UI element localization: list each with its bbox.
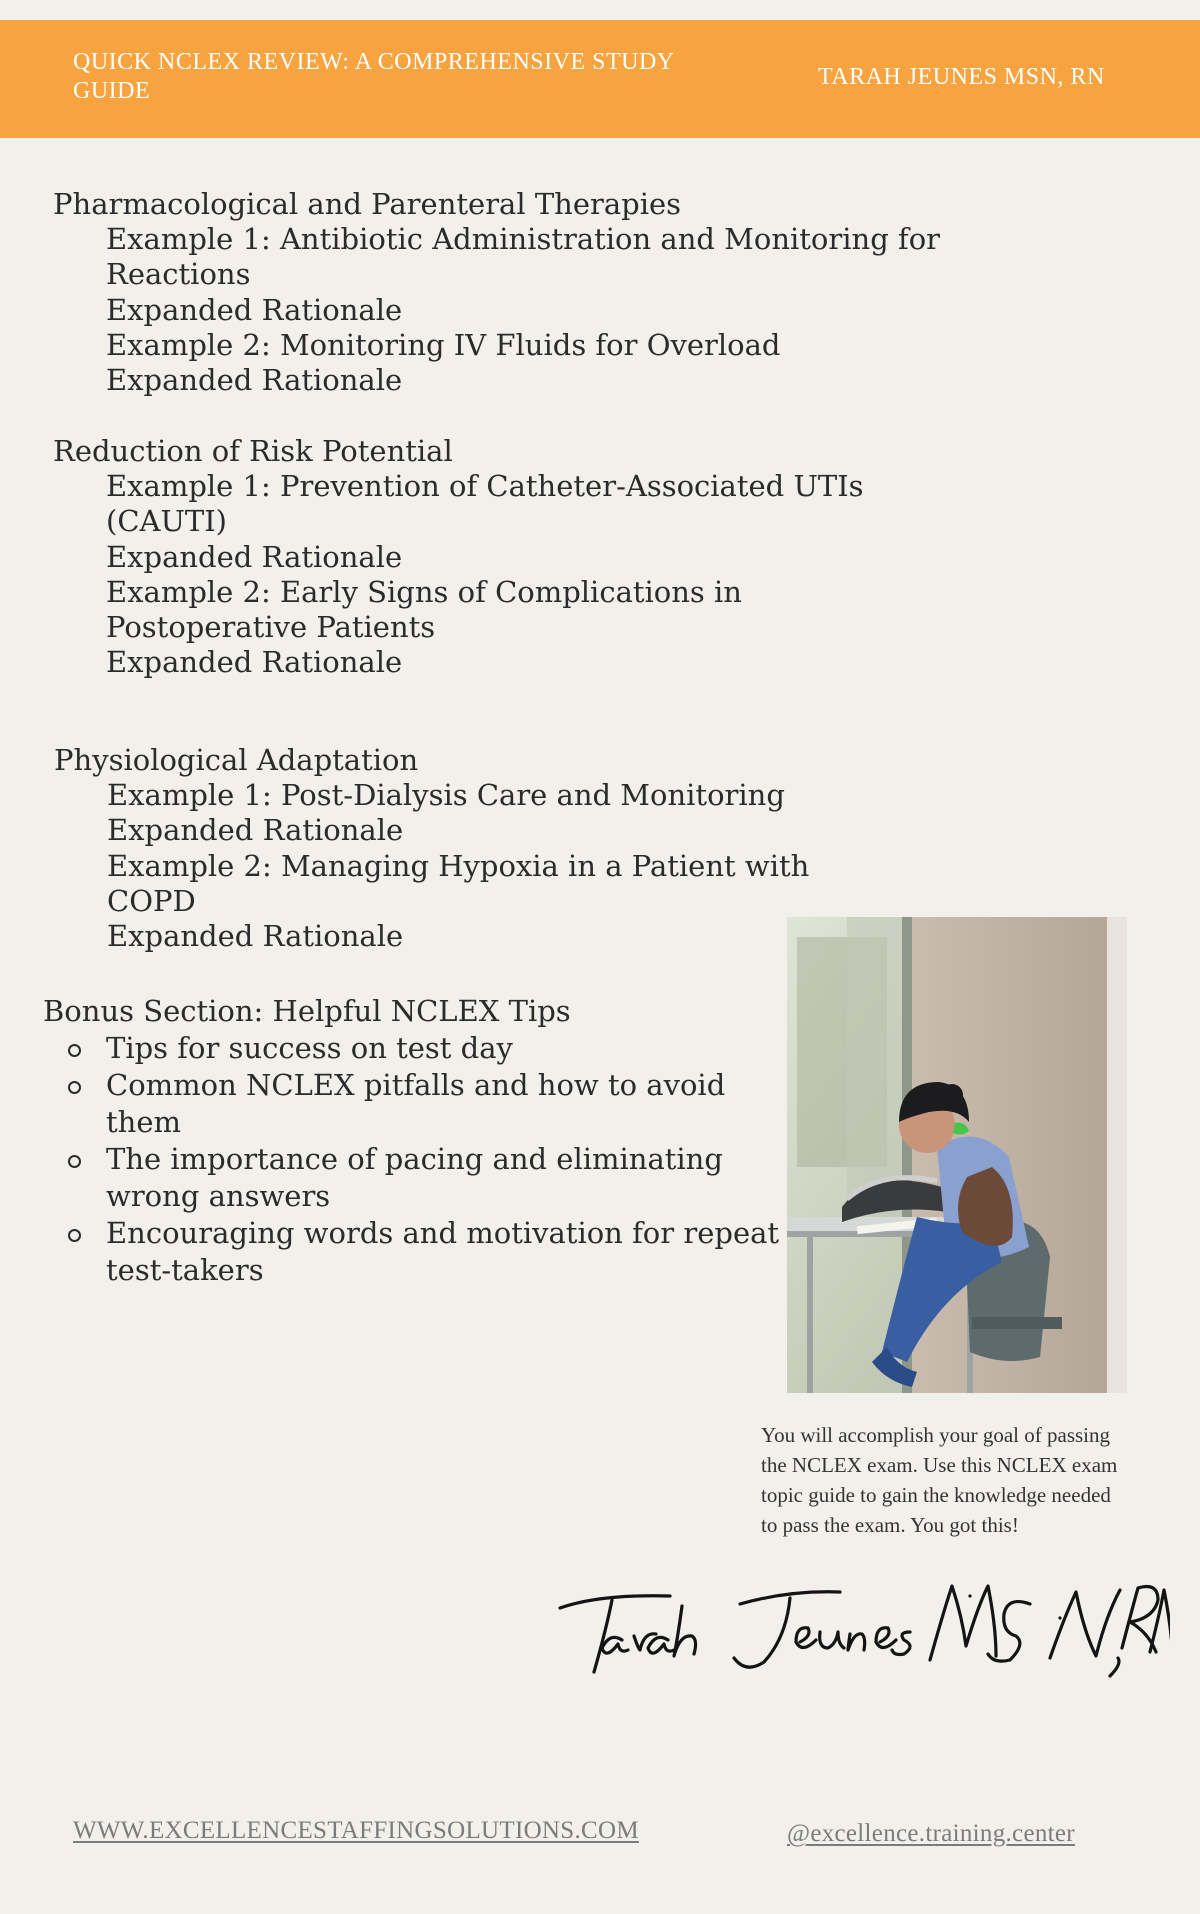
section-heading: Physiological Adaptation <box>54 743 419 777</box>
bonus-heading: Bonus Section: Helpful NCLEX Tips <box>43 994 571 1028</box>
section-line: Example 1: Prevention of Catheter-Associated UTIs <box>106 469 864 504</box>
social-handle-link[interactable]: @excellence.training.center <box>787 1820 1075 1847</box>
tip-item <box>43 1215 783 1289</box>
section-line: COPD <box>107 883 196 918</box>
signature <box>550 1570 1170 1680</box>
section-line: Expanded Rationale <box>106 539 403 574</box>
tip-item <box>43 1030 783 1067</box>
tip-text: The importance of pacing and eliminating wrong answers <box>106 1142 723 1213</box>
website-link[interactable]: WWW.EXCELLENCESTAFFINGSOLUTIONS.COM <box>73 1817 639 1844</box>
section-physiological-adaptation <box>54 743 809 954</box>
hollow-bullet-icon <box>68 1229 81 1242</box>
tip-text: Encouraging words and motivation for repeat test-takers <box>106 1216 780 1287</box>
hollow-bullet-icon <box>68 1155 81 1168</box>
tip-text: Common NCLEX pitfalls and how to avoid them <box>106 1068 726 1139</box>
tip-item <box>43 1067 783 1141</box>
encouragement-note: You will accomplish your goal of passing the NCLEX exam. Use this NCLEX exam topic guide to gain the knowledge needed to pass the exam. You got this! <box>761 1423 1118 1537</box>
section-line: Reactions <box>106 257 251 292</box>
section-heading: Pharmacological and Parenteral Therapies <box>53 187 682 221</box>
section-line: Example 1: Post-Dialysis Care and Monitoring <box>107 778 785 813</box>
section-line: Example 2: Managing Hypoxia in a Patient with <box>107 848 810 883</box>
section-line: Expanded Rationale <box>106 645 403 680</box>
bonus-section <box>43 993 783 1289</box>
student-studying-photo <box>787 917 1127 1393</box>
section-reduction-of-risk <box>53 434 864 680</box>
tip-text: Tips for success on test day <box>106 1031 513 1065</box>
tip-item <box>43 1141 783 1215</box>
section-line: Expanded Rationale <box>107 813 404 848</box>
section-heading: Reduction of Risk Potential <box>53 434 453 468</box>
section-line: Expanded Rationale <box>106 363 403 398</box>
section-line: Example 2: Monitoring IV Fluids for Overload <box>106 327 781 362</box>
section-line: Expanded Rationale <box>106 292 403 327</box>
section-line: Example 2: Early Signs of Complications in <box>106 574 742 609</box>
section-line: Postoperative Patients <box>106 610 436 645</box>
document-title: QUICK NCLEX REVIEW: A COMPREHENSIVE STUDY GUIDE <box>73 49 674 104</box>
section-line: (CAUTI) <box>106 504 227 539</box>
section-line: Expanded Rationale <box>107 919 404 954</box>
tips-list <box>43 1030 783 1289</box>
hollow-bullet-icon <box>68 1081 81 1094</box>
section-pharmacological-therapies <box>53 187 940 398</box>
section-line: Example 1: Antibiotic Administration and Monitoring for <box>106 222 941 257</box>
header-author: TARAH JEUNES MSN, RN <box>818 64 1105 90</box>
hollow-bullet-icon <box>68 1044 81 1057</box>
